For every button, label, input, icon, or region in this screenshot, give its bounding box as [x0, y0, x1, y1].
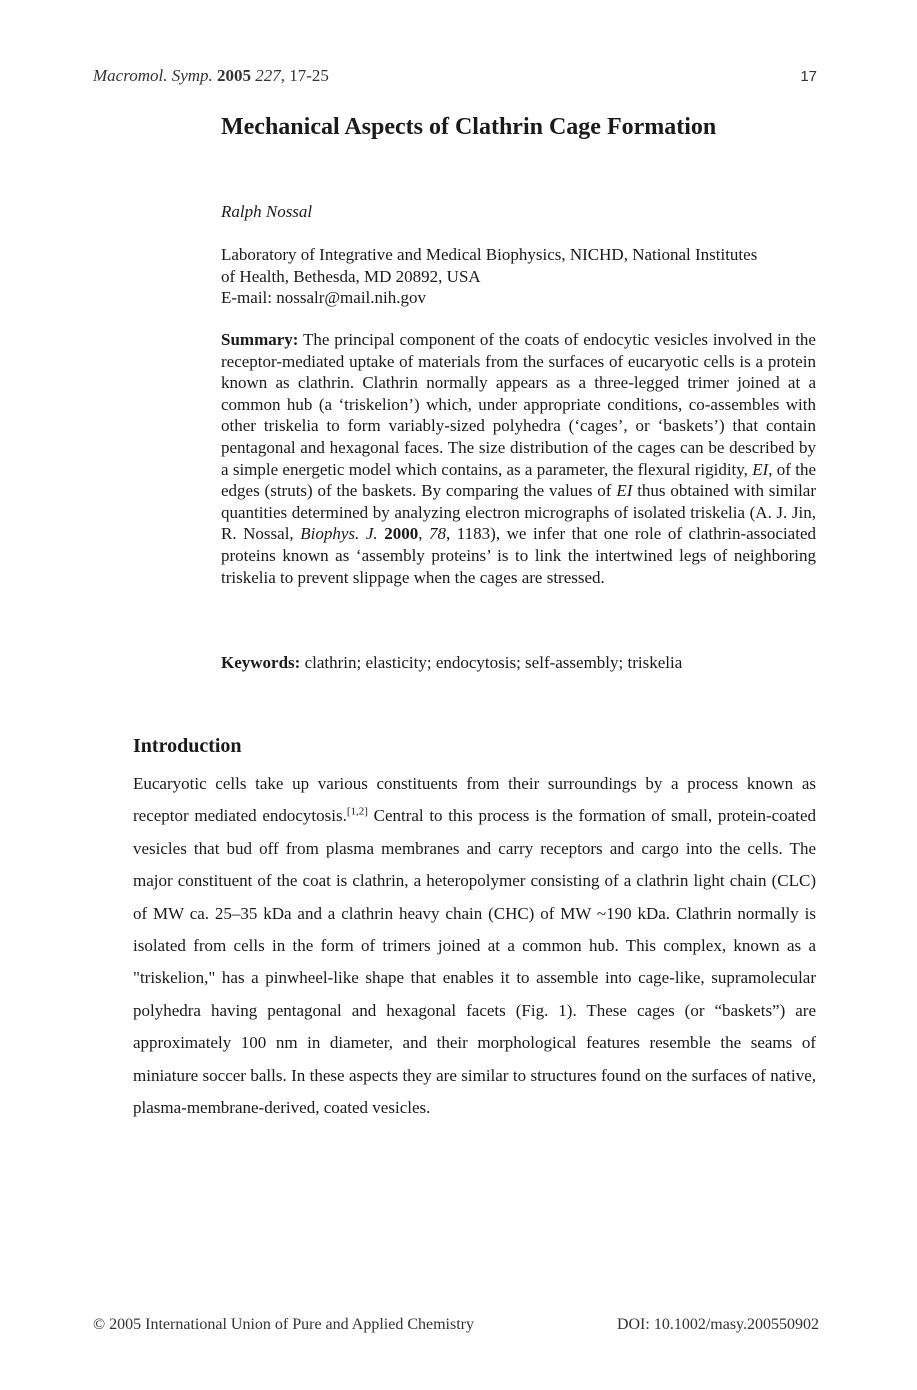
affiliation-line: of Health, Bethesda, MD 20892, USA	[221, 266, 481, 286]
section-heading-introduction: Introduction	[133, 735, 242, 757]
summary-ref-journal: Biophys. J.	[300, 524, 378, 544]
summary-text: thus obtained with similar quantities determined by analyzing electron micrographs of isolated triskelia (A. J. Jin, R. Nossal,	[221, 481, 817, 544]
page-number: 17	[800, 68, 817, 85]
summary-ei: EI,	[752, 459, 773, 479]
copyright-notice: © 2005 International Union of Pure and Applied Chemistry	[93, 1316, 474, 1333]
summary-text: , 1183), we infer that one role of clathrin-associated proteins known as ‘assembly proteins’ is to link the intertwined legs of neighboring triskelia to prevent slippage when the cages are stressed.	[221, 524, 816, 587]
journal-year: 2005	[217, 66, 252, 85]
journal-pages: 17-25	[289, 66, 329, 85]
journal-citation	[93, 66, 329, 86]
article-title: Mechanical Aspects of Clathrin Cage Formation	[221, 114, 717, 140]
summary-label: Summary:	[221, 330, 299, 349]
author-name: Ralph Nossal	[221, 202, 313, 221]
author-affiliation	[221, 244, 821, 309]
affiliation-line: Laboratory of Integrative and Medical Biophysics, NICHD, National Institutes	[221, 245, 758, 264]
summary-text: of the edges (struts) of the baskets. By comparing the values of	[221, 459, 816, 501]
summary-ref-volume: 78	[429, 524, 446, 544]
intro-text: Eucaryotic cells take up various constituents from their surroundings by a process known as receptor mediated endocytosis.	[133, 774, 816, 826]
journal-volume: 227,	[255, 66, 286, 85]
doi: DOI: 10.1002/masy.200550902	[616, 1316, 819, 1333]
keywords-label: Keywords:	[221, 653, 301, 672]
keywords-text: clathrin; elasticity; endocytosis; self-assembly; triskelia	[304, 653, 683, 672]
author-email: E-mail: nossalr@mail.nih.gov	[221, 288, 426, 308]
summary-ref-year: 2000	[384, 524, 419, 544]
summary-paragraph: Summary: The principal component of the coats of endocytic vesicles involved in the receptor-mediated uptake of materials from the surfaces of eucaryotic cells is a protein known as clathrin. Clathrin normally appears as a three-legged trimer joined at a common hub (a ‘triskelion’) which, under appropriate conditions, co-assembles with other triskelia to form variably-sized polyhedra (‘cages’, or ‘baskets’) that contain pentagonal and hexagonal faces. The size distribution of the cages can be described by a simple energetic model which contains, as a parameter, the flexural rigidity, EI, of the edges (struts) of the baskets. By comparing the values of EI thus obtained with similar quantities determined by analyzing electron micrographs of isolated triskelia (A. J. Jin, R. Nossal, Biophys. J. 2000, 78, 1183), we infer that one role of clathrin-associated proteins known as ‘assembly proteins’ is to link the intertwined legs of neighboring triskelia to prevent slippage when the cages are stressed.	[221, 330, 817, 587]
introduction-paragraph	[133, 768, 816, 1124]
journal-name: Macromol. Symp.	[93, 66, 213, 85]
intro-text: Central to this process is the formation of small, protein-coated vesicles that bud off from plasma membranes and carry receptors and cargo into the cells. The major constituent of the coat is clathrin, a heteropolymer consisting of a clathrin light chain (CLC) of MW ca. 25–35 kDa and a clathrin heavy chain (CHC) of MW ~190 kDa. Clathrin normally is isolated from cells in the form of trimers joined at a common hub. This complex, known as a "triskelion," has a pinwheel-like shape that enables it to assemble into cage-like, supramolecular polyhedra having pentagonal and hexagonal facets (Fig. 1). These cages (or “baskets”) are approximately 100 nm in diameter, and their morphological features resemble the seams of miniature soccer balls. In these aspects they are similar to structures found on the surfaces of native, plasma-membrane-derived, coated vesicles.	[133, 806, 816, 1118]
citation: [1,2]	[346, 805, 368, 818]
keywords-line	[221, 653, 682, 673]
summary-text: The principal component of the coats of endocytic vesicles involved in the receptor-mediated uptake of materials from the surfaces of eucaryotic cells is a protein known as clathrin. Clathrin normally appears as a three-legged trimer joined at a common hub (a ‘triskelion’) which, under appropriate conditions, co-assembles with other triskelia to form variably-sized polyhedra (‘cages’, or ‘baskets’) that contain pentagonal and hexagonal faces. The size distribution of the cages can be described by a simple energetic model which contains, as a parameter, the flexural rigidity,	[221, 330, 816, 479]
summary-ei: EI	[616, 481, 633, 501]
